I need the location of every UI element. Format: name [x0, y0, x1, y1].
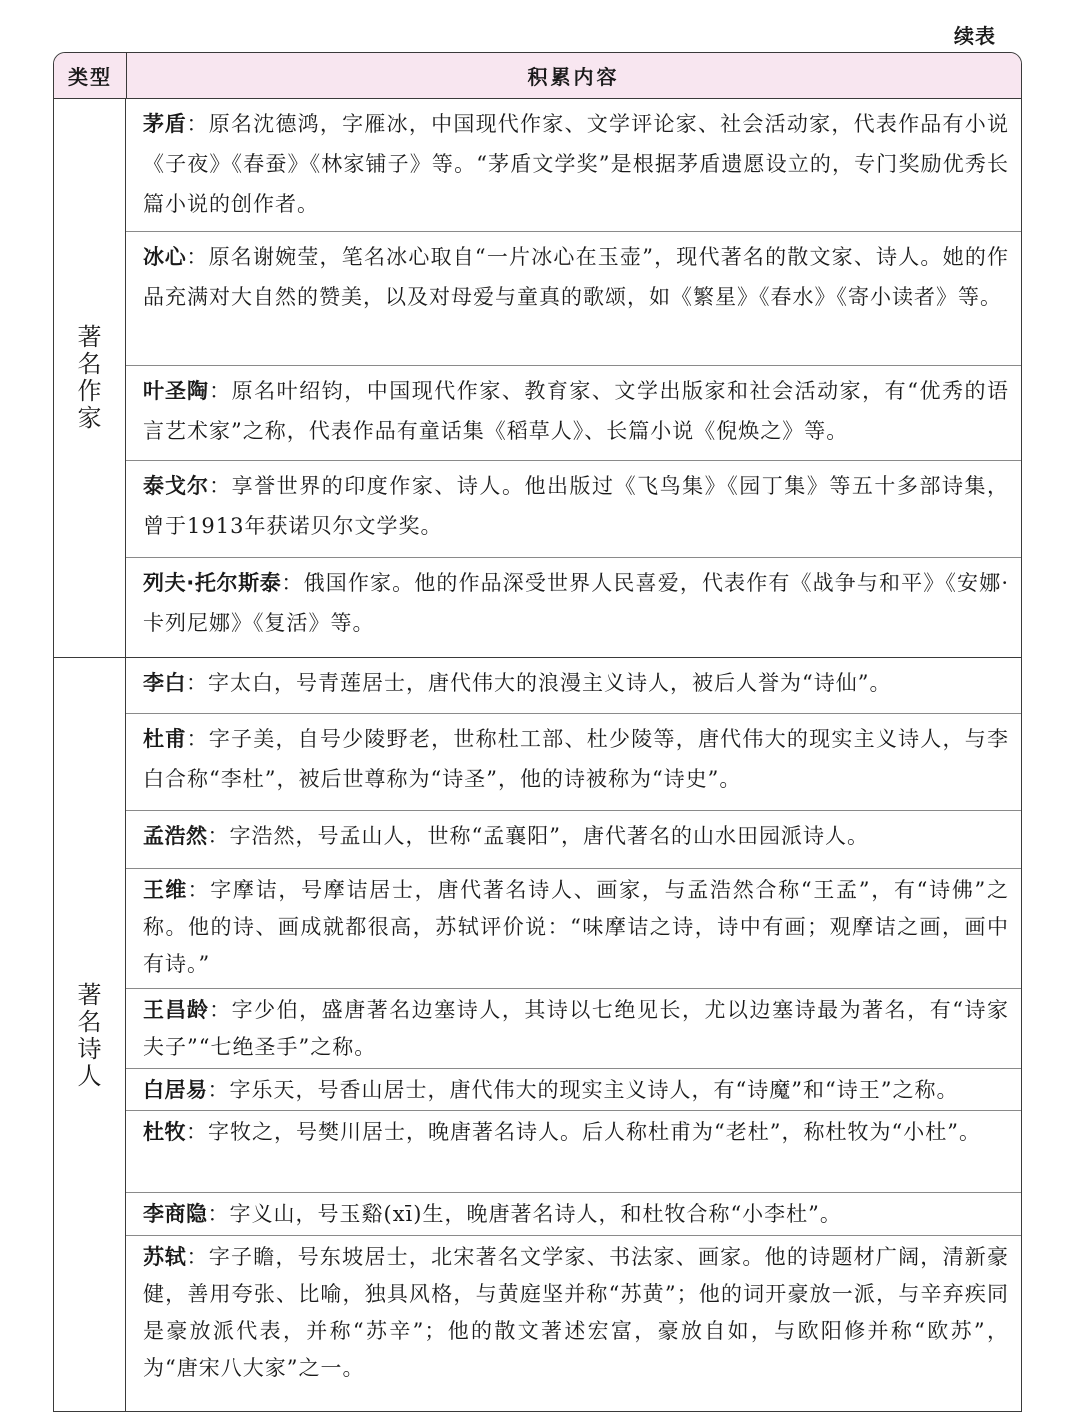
entry-name: 白居易 — [143, 1078, 208, 1102]
entry-text: 享誉世界的印度作家、诗人。他出版过《飞鸟集》《园丁集》等五十多部诗集，曾于1913年获诺贝尔文学奖。 — [143, 474, 1010, 538]
entry-name: 叶圣陶 — [143, 379, 210, 403]
entry-name: 泰戈尔 — [143, 474, 210, 498]
entry-tolstoy: 列夫·托尔斯泰：俄国作家。他的作品深受世界人民喜爱，代表作有《战争与和平》《安娜·卡列尼娜》《复活》等。 — [143, 571, 1009, 635]
entry-name: 冰心 — [143, 245, 187, 269]
entry-name: 列夫·托尔斯泰 — [143, 571, 282, 595]
type-label-writers: 著名作家 — [77, 323, 102, 432]
entry-yeshengtao: 叶圣陶：原名叶绍钧，中国现代作家、教育家、文学出版家和社会活动家，有“优秀的语言艺术家”之称，代表作品有童话集《稻草人》、长篇小说《倪焕之》等。 — [126, 366, 1021, 461]
entry-name: 杜牧 — [143, 1120, 186, 1144]
entry-text: 俄国作家。他的作品深受世界人民喜爱，代表作有《战争与和平》《安娜·卡列尼娜》《复活》等。 — [143, 571, 1009, 635]
entry-text: 原名沈德鸿，字雁冰，中国现代作家、文学评论家、社会活动家，代表作品有小说《子夜》《春蚕》《林家铺子》等。“茅盾文学奖”是根据茅盾遗愿设立的，专门奖励优秀长篇小说的创作者。 — [143, 112, 1010, 216]
entry-lishangyin: 李商隐：字义山，号玉谿(xī)生，晚唐著名诗人，和杜牧合称“小李杜”。 — [126, 1193, 1021, 1236]
header-type: 类型 — [54, 53, 127, 98]
entry-text: 字子美，自号少陵野老，世称杜工部、杜少陵等，唐代伟大的现实主义诗人，与李白合称“李杜”，被后世尊称为“诗圣”，他的诗被称为“诗史”。 — [143, 727, 1010, 791]
entry-name: 李商隐 — [143, 1202, 208, 1226]
entry-maodun: 茅盾：原名沈德鸿，字雁冰，中国现代作家、文学评论家、社会活动家，代表作品有小说《子夜》《春蚕》《林家铺子》等。“茅盾文学奖”是根据茅盾遗愿设立的，专门奖励优秀长篇小说的创作者。 — [126, 99, 1021, 232]
type-label-poets: 著名诗人 — [77, 980, 102, 1090]
entry-name: 李白 — [143, 671, 186, 695]
entry-text: 字少伯，盛唐著名边塞诗人，其诗以七绝见长，尤以边塞诗最为著名，有“诗家夫子”“七绝圣手”之称。 — [143, 998, 1010, 1059]
literature-table — [53, 52, 1022, 1412]
continued-table-label: 续表 — [954, 24, 996, 48]
table-header — [54, 53, 1021, 99]
entry-name: 苏轼 — [143, 1245, 187, 1269]
entry-text: 字太白，号青莲居士，唐代伟大的浪漫主义诗人，被后人誉为“诗仙”。 — [208, 671, 892, 695]
entry-libai: 李白：字太白，号青莲居士，唐代伟大的浪漫主义诗人，被后人誉为“诗仙”。 — [126, 658, 1021, 714]
entry-wangchangling: 王昌龄：字少伯，盛唐著名边塞诗人，其诗以七绝见长，尤以边塞诗最为著名，有“诗家夫子”“七绝圣手”之称。 — [126, 989, 1021, 1069]
type-cell-writers — [54, 99, 126, 657]
entry-text: 原名叶绍钧，中国现代作家、教育家、文学出版家和社会活动家，有“优秀的语言艺术家”之称，代表作品有童话集《稻草人》、长篇小说《倪焕之》等。 — [143, 379, 1010, 443]
entry-text: 字浩然，号孟山人，世称“孟襄阳”，唐代著名的山水田园派诗人。 — [229, 824, 869, 848]
entry-bingxin: 冰心：原名谢婉莹，笔名冰心取自“一片冰心在玉壶”，现代著名的散文家、诗人。她的作品充满对大自然的赞美，以及对母爱与童真的歌颂，如《繁星》《春水》《寄小读者》等。 — [126, 232, 1021, 366]
entry-text: 字摩诘，号摩诘居士，唐代著名诗人、画家，与孟浩然合称“王孟”，有“诗佛”之称。他的诗、画成就都很高，苏轼评价说：“味摩诘之诗，诗中有画；观摩诘之画，画中有诗。” — [143, 878, 1010, 976]
entry-tagore: 泰戈尔：享誉世界的印度作家、诗人。他出版过《飞鸟集》《园丁集》等五十多部诗集，曾于1913年获诺贝尔文学奖。 — [126, 461, 1021, 558]
entry-dufu: 杜甫：字子美，自号少陵野老，世称杜工部、杜少陵等，唐代伟大的现实主义诗人，与李白合称“李杜”，被后世尊称为“诗圣”，他的诗被称为“诗史”。 — [126, 714, 1021, 811]
entry-text: 字子瞻，号东坡居士，北宋著名文学家、书法家、画家。他的诗题材广阔，清新豪健，善用夸张、比喻，独具风格，与黄庭坚并称“苏黄”；他的词开豪放一派，与辛弃疾同是豪放派代表，并称“苏辛”；他的散文著述宏富，豪放自如，与欧阳修并称“欧苏”，为“唐宋八大家”之一。 — [143, 1245, 1010, 1380]
entry-dumu: 杜牧：字牧之，号樊川居士，晚唐著名诗人。后人称杜甫为“老杜”，称杜牧为“小杜”。 — [126, 1111, 1021, 1193]
entry-text: 字义山，号玉谿(xī)生，晚唐著名诗人，和杜牧合称“小李杜”。 — [229, 1202, 842, 1226]
entry-menghaoran: 孟浩然：字浩然，号孟山人，世称“孟襄阳”，唐代著名的山水田园派诗人。 — [126, 811, 1021, 869]
entry-wangwei: 王维：字摩诘，号摩诘居士，唐代著名诗人、画家，与孟浩然合称“王孟”，有“诗佛”之称。他的诗、画成就都很高，苏轼评价说：“味摩诘之诗，诗中有画；观摩诘之画，画中有诗。” — [126, 869, 1021, 989]
type-cell-poets — [54, 658, 126, 1412]
entry-text: 字牧之，号樊川居士，晚唐著名诗人。后人称杜甫为“老杜”，称杜牧为“小杜”。 — [208, 1120, 981, 1144]
entry-name: 茅盾 — [143, 112, 187, 136]
entry-text: 原名谢婉莹，笔名冰心取自“一片冰心在玉壶”，现代著名的散文家、诗人。她的作品充满对大自然的赞美，以及对母爱与童真的歌颂，如《繁星》《春水》《寄小读者》等。 — [143, 245, 1010, 309]
entry-text: 字乐天，号香山居士，唐代伟大的现实主义诗人，有“诗魔”和“诗王”之称。 — [229, 1078, 959, 1102]
header-content: 积累内容 — [527, 65, 620, 89]
entry-sushi: 苏轼：字子瞻，号东坡居士，北宋著名文学家、书法家、画家。他的诗题材广阔，清新豪健，善用夸张、比喻，独具风格，与黄庭坚并称“苏黄”；他的词开豪放一派，与辛弃疾同是豪放派代表，并称“苏辛”；他的散文著述宏富，豪放自如，与欧阳修并称“欧苏”，为“唐宋八大家”之一。 — [143, 1245, 1010, 1380]
entry-name: 孟浩然 — [143, 824, 208, 848]
entry-name: 王昌龄 — [143, 998, 210, 1022]
entry-baijuyi: 白居易：字乐天，号香山居士，唐代伟大的现实主义诗人，有“诗魔”和“诗王”之称。 — [126, 1069, 1021, 1111]
entry-name: 杜甫 — [143, 727, 187, 751]
entry-name: 王维 — [143, 878, 188, 902]
